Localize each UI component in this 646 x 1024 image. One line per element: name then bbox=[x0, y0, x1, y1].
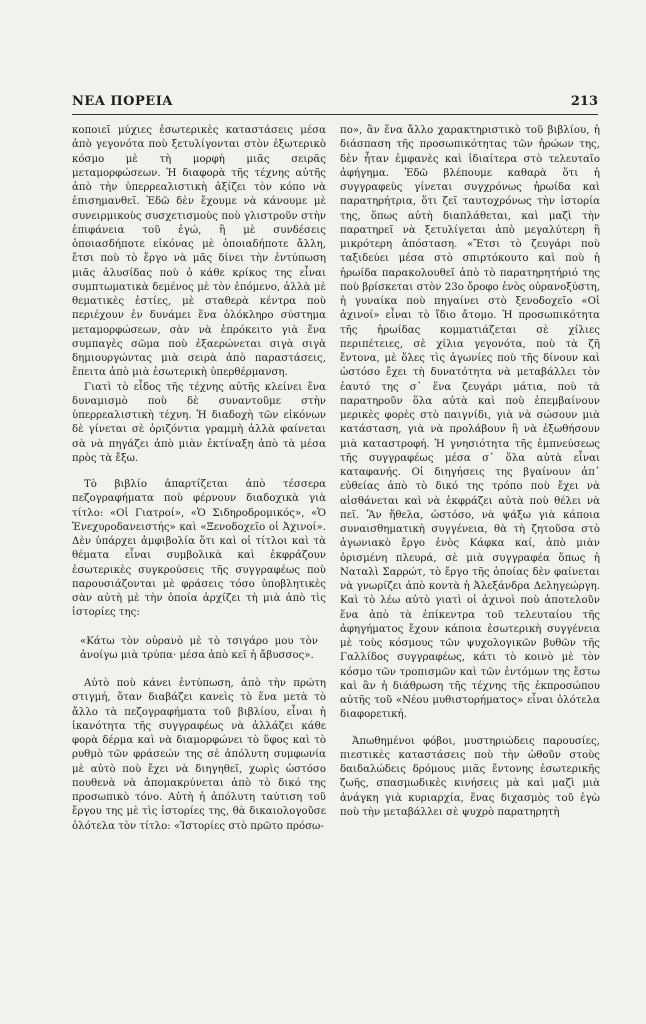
running-head bbox=[72, 94, 598, 112]
block-quote: «Κάτω τὸν οὐρανὸ μὲ τὸ τσιγάρο μου τὸν ἀνοίγω μιὰ τρύπα· μέσα ἀπὸ κεῖ ἡ ἄβυσσος». bbox=[80, 635, 318, 661]
paragraph: Γιατὶ τὸ εἶδος τῆς τέχνης αὐτῆς κλείνει ἕνα δυναμισμὸ ποὺ δὲ συναντοῦμε στὴν ὑπερρεαλιστικὴ τέχνη. Ἡ διαδοχὴ τῶν εἰκόνων δὲ γίνεται σὲ ὁριζόντια γραμμὴ ἀλλὰ φαίνεται σὰ νὰ πηγάζει ἀπὸ μιὰν ἐκτίναξη ἀπὸ τὰ μέσα πρὸς τὰ ἔξω. bbox=[72, 381, 326, 464]
journal-title: ΝΕΑ ΠΟΡΕΙΑ bbox=[72, 94, 173, 109]
left-column bbox=[72, 124, 326, 834]
right-column bbox=[340, 124, 600, 820]
paragraph: πο», ἂν ἕνα ἄλλο χαρακτηριστικὸ τοῦ βιβλίου, ἡ διάσπαση τῆς προσωπικότητας τῶν ἡρώων της, δὲν ἦταν ἐμφανὲς καὶ ἰδιαίτερα στὸ τελευταῖο ἀφήγημα. Ἐδῶ βλέπουμε καθαρὰ ὅτι ἡ συγγραφεὺς γίνεται συγχρόνως ἡρωίδα καὶ παρατηρήτρια, ὅτι ζεῖ ταυτοχρόνως τὴν ἱστορία της, ὅπως αὐτὴ διαπλάθεται, καὶ μαζὶ τὴν παρατηρεῖ νὰ ξετυλίγεται ἀπὸ μεγαλύτερη ἢ μικρότερη ἀπόσταση. «Ἔτσι τὸ ζευγάρι ποὺ ταξιδεύει μέσα στὸ σπιρτόκουτο καὶ ποὺ ἡ ἡρωίδα παρακολουθεῖ ἀπὸ τὸ παρατηρητήριό της ποὺ βρίσκεται στὸν 23ο ὄροφο ἑνὸς οὐρανοξύστη, ἡ γυναίκα ποὺ πηγαίνει στὸ ξενοδοχεῖο «Οἱ ἀχινοί» εἶναι τὸ ἴδιο ἄτομο. Ἡ προσωπικότητα τῆς ἡρωίδας κομματιάζεται σὲ χίλιες περιπέτειες, σὲ χίλια γεγονότα, ποὺ τὰ ζῆ ἔντονα, μὲ ὅλες τὶς ἀγωνίες ποὺ τῆς δίνουν καὶ ὡστόσο ἔχει τὴ δυνατότητα νὰ μεταβάλλει τὸν ἑαυτό της σ᾿ ἕνα ζευγάρι μάτια, ποὺ τὰ παρατηροῦν ὅλα αὐτὰ καὶ ποὺ ἐπεμβαίνουν μερικὲς φορὲς στὸ παιγνίδι, γιὰ νὰ σώσουν μιὰ κατάσταση, γιὰ νὰ προλάβουν ἢ νὰ ἐξωθήσουν μιὰ καταστροφή. Ἡ γνησιότητα τῆς ἐμπνεύσεως τῆς συγγραφέως μέσα σ᾿ ὅλα αὐτὰ εἶναι καταφανής. Οἱ διηγήσεις της βγαίνουν ἀπ᾿ εὐθείας ἀπὸ τὸ δικό της τρόπο ποὺ ἔχει νὰ αἰσθάνεται καὶ νὰ ἐκφράζει αὐτὰ ποὺ θέλει νὰ πεῖ. Ἂν ἤθελα, ὡστόσο, νὰ ψάξω γιὰ κάποια συναισθηματικὴ συγγένεια, θὰ τὴ ζητοῦσα στὸ ἀγωνιακὸ ἔργο ἑνὸς Κάφκα καί, ἀπὸ μιὰν ὁρισμένη πλευρά, σὲ μιὰ συγγραφέα ὅπως ἡ Ναταλὶ Σαρρώτ, τὸ ἔργο τῆς ὁποίας δὲν φαίνεται νὰ γνωρίζει ἀπὸ κοντὰ ἡ Ἀλεξάνδρα Δεληγεώργη. Καὶ τὸ λέω αὐτὸ γιατὶ οἱ ἀχινοὶ ποὺ ἀποτελοῦν ἕνα ἀπὸ τὰ ἐπίκεντρα τοῦ τελευταίου τῆς ἀφηγήματος ἔχουν κάποια ἐσωτερικὴ συγγένεια μὲ τοὺς κόσμους τῶν ψυχολογικῶν βυθῶν τῆς Γαλλίδος συγγραφέως, κάτι τὸ κοινὸ μὲ τὸν κόσμο τῶν τροπισμῶν καὶ τῶν ἐντόμων της ἔστω καὶ ἂν ἡ διάθρωση τῆς τέχνης τῆς ἐκπροσώπου αὐτῆς τοῦ «Νέου μυθιστορήματος» εἶναι ὁλότελα διαφορετική. bbox=[340, 125, 600, 721]
paragraph: Αὐτὸ ποὺ κάνει ἐντύπωση, ἀπὸ τὴν πρώτη στιγμή, ὅταν διαβάζει κανεὶς τὸ ἕνα μετὰ τὸ ἄλλο τὰ πεζογραφήματα τοῦ βιβλίου, εἶναι ἡ ἱκανότητα τῆς συγγραφέως νὰ ἀλλάζει κάθε φορὰ δέρμα καὶ νὰ διαμορφώνει τὸ ὕφος καὶ τὸ ρυθμὸ τῶν φράσεών της σὲ ἀπόλυτη συμφωνία μὲ αὐτὸ ποὺ ἔχει νὰ διηγηθεῖ, χωρὶς ὡστόσο πουθενὰ νὰ ἀπομακρύνεται ἀπὸ τὸ δικό της προσωπικὸ τόνο. Αὐτὴ ἡ ἀπόλυτη ταύτιση τοῦ ἔργου της μὲ τὶς ἱστορίες της, θὰ δικαιολογοῦσε ὁλότελα τὸν τίτλο: «Ἱστορίες στὸ πρῶτο πρόσω- bbox=[72, 678, 326, 832]
page-number: 213 bbox=[570, 94, 598, 109]
header-rule bbox=[72, 114, 598, 115]
paragraph: κοποιεῖ μύχιες ἐσωτερικὲς καταστάσεις μέσα ἀπὸ γεγονότα ποὺ ξετυλίγονται στὸν ἐξωτερικὸ κόσμο μὲ τὴ μορφὴ μιᾶς σειρᾶς μεταμορφώσεων. Ἡ διαφορὰ τῆς τέχνης αὐτῆς ἀπὸ τὴν ὑπερρεαλιστικὴ ἀξίζει τὸν κόπο νὰ ἐπισημανθεῖ. Ἐδῶ δὲν ἔχουμε νὰ κάνουμε μὲ συνειρμικοὺς συσχετισμοὺς ποὺ γλιστροῦν στὴν ἐπιφάνεια τοῦ ἐγώ, ἢ μὲ συνδέσεις ὁποιασδήποτε εἰκόνας μὲ ὁποιαδήποτε ἄλλη, ἔτσι ποὺ τὸ ἔργο νὰ μᾶς δίνει τὴν ἐντύπωση μιᾶς ἀλυσίδας ποὺ ὁ κάθε κρίκος της εἶναι συμπτωματικὰ δεμένος μὲ τὸν ἑπόμενο, ἀλλὰ μὲ θεματικὲς ἑστίες, μὲ σταθερὰ κέντρα ποὺ περιέχουν ἐν δυνάμει ἕνα ὁλόκληρο σύστημα μεταμορφώσεων, σὰν νὰ ἐπρόκειτο γιὰ ἕνα συμπαγὲς σῶμα ποὺ ἐξαερώνεται σιγὰ σιγὰ δημιουργώντας μιὰ σειρὰ ἀπὸ παραστάσεις, ἔπειτα ἀπὸ μιὰ ἐσωτερικὴ ὑπερθέρμανση. bbox=[72, 125, 326, 379]
paragraph: Τὸ βιβλίο ἀπαρτίζεται ἀπὸ τέσσερα πεζογραφήματα ποὺ φέρνουν διαδοχικὰ γιὰ τίτλο: «Οἱ Γιατροί», «Ὁ Σιδηροδρομικός», «Ὁ Ἐνεχυροδανειστής» καὶ «Ξενοδοχεῖο οἱ Ἀχινοί». Δὲν ὑπάρχει ἀμφιβολία ὅτι καὶ οἱ τίτλοι καὶ τὰ θέματα εἶναι συμβολικὰ καὶ ἐκφράζουν ἐσωτερικὲς συγκρούσεις τῆς συγγραφέως ποὺ παρουσιάζονται μὲ φράσεις τόσο ὑποβλητικὲς σὰν αὐτὴ μὲ τὴν ὁποία ἀρχίζει τὴ μιὰ ἀπὸ τὶς ἱστορίες της: bbox=[72, 479, 326, 619]
paragraph: Ἀπωθημένοι φόβοι, μυστηριώδεις παρουσίες, πιεστικὲς καταστάσεις ποὺ τὴν ὠθοῦν στοὺς δαιδαλώδεις δρόμους μιᾶς ἔντονης ἐσωτερικῆς ζωῆς, σπασμωδικὲς κινήσεις μὰ καὶ μαζὶ μιὰ ἀνάγκη γιὰ κυριαρχία, ἕνας διχασμὸς τοῦ ἐγὼ ποὺ τὴν μεταβάλλει σὲ ψυχρὸ παρατηρητὴ bbox=[340, 735, 600, 818]
